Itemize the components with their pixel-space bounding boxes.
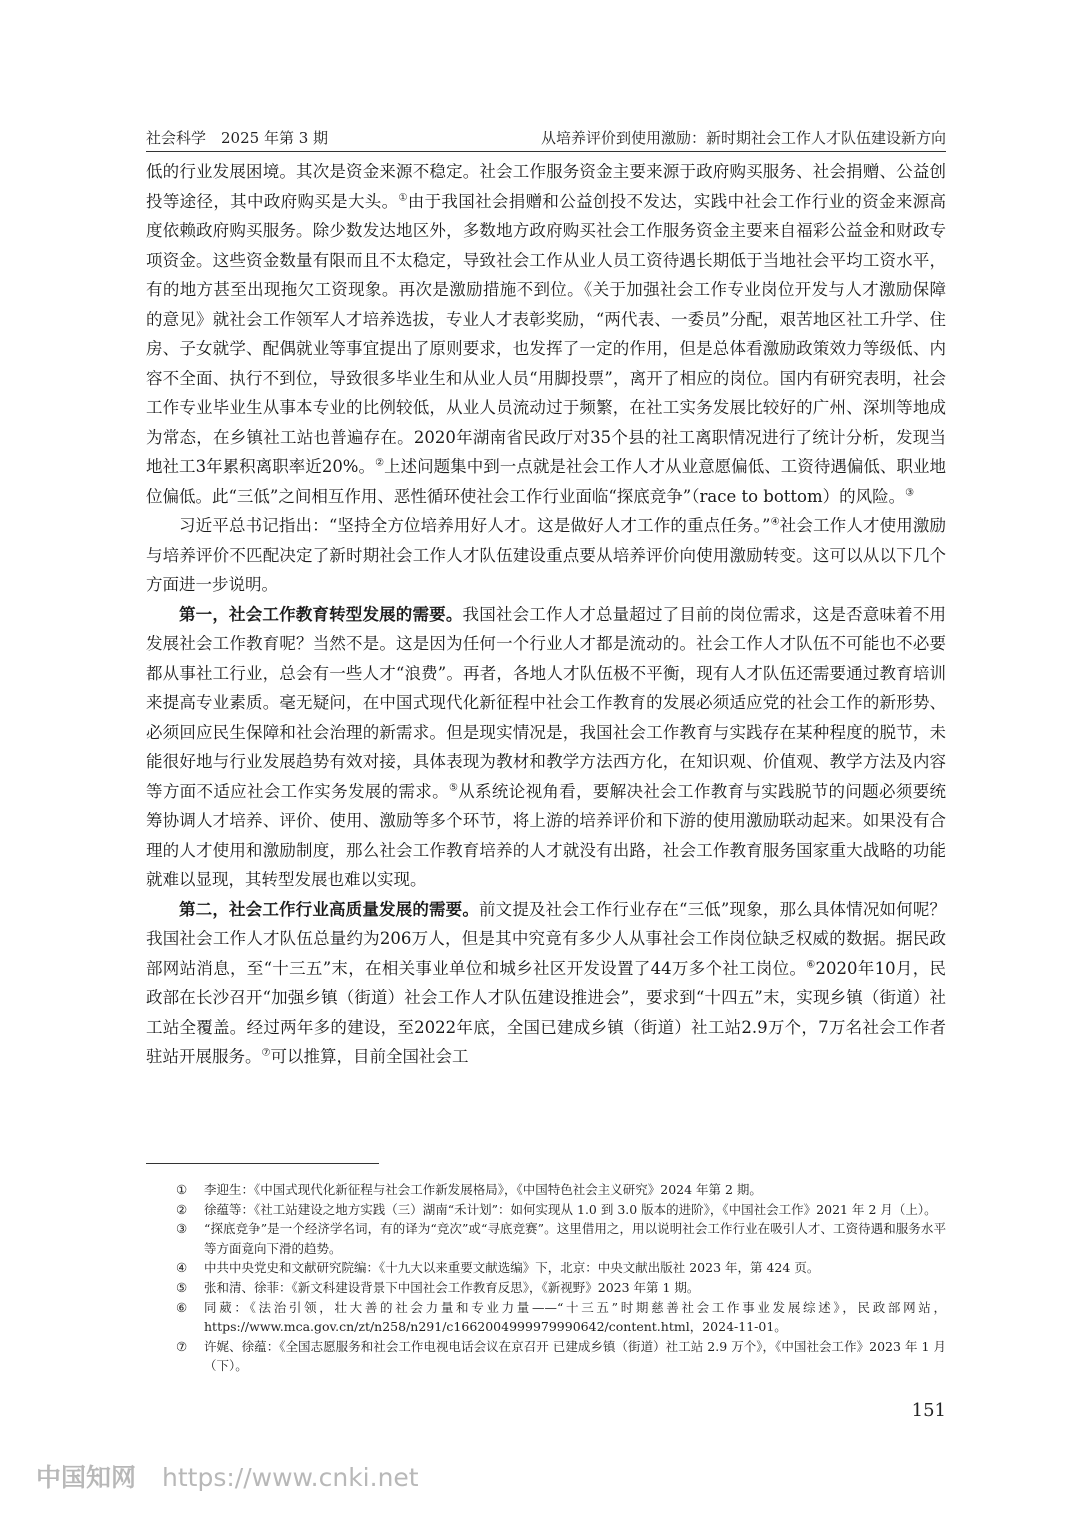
footnote-number: ③ [176,1221,188,1237]
footnote-ref-3[interactable]: ③ [905,487,915,498]
footnote-3 [146,1219,946,1258]
paragraph-1 [146,157,946,511]
footnote-2 [146,1200,946,1220]
running-header [146,128,946,148]
text-run: 社会工作人才使用激励与培养评价不匹配决定了新时期社会工作人才队伍建设重点要从培养评价向使用激励转变。这可以从以下几个方面进一步说明。 [146,516,947,594]
footnote-ref-2[interactable]: ② [375,457,385,469]
footnote-number: ④ [176,1260,188,1276]
footnote-ref-6[interactable]: ⑥ [806,959,816,970]
journal-issue: 社会科学 2025 年第 3 期 [146,129,329,147]
footnote-7 [146,1337,946,1376]
footnote-text: 李迎生：《中国式现代化新征程与社会工作新发展格局》，《中国特色社会主义研究》2024 年第 2 期。 [204,1182,762,1197]
footnote-text: 许娓、徐蕴：《全国志愿服务和社会工作电视电话会议在京召开 已建成乡镇（街道）社工站 2.9 万个》，《中国社会工作》2023 年 1 月（下）。 [204,1338,946,1374]
footnote-number: ② [176,1201,188,1217]
footnote-ref-1[interactable]: ① [398,192,408,203]
footnote-ref-4[interactable]: ④ [770,516,780,528]
text-run: 从系统论视角看，要解决社会工作教育与实践脱节的问题必须要统筹协调人才培养、评价、使用、激励等多个环节，将上游的培养评价和下游的使用激励联动起来。如果没有合理的人才使用和激励制度，那么社会工作教育培养的人才就没有出路，社会工作教育服务国家重大战略的功能就难以显现，其转型发展也难以实现。 [146,781,947,889]
footnote-1 [146,1180,946,1200]
cnki-watermark [36,1460,419,1496]
footnote-number: ⑦ [176,1338,188,1354]
paragraph-4 [146,895,946,1072]
point-heading-1: 第一，社会工作教育转型发展的需要。 [179,604,463,624]
running-article-title: 从培养评价到使用激励：新时期社会工作人才队伍建设新方向 [540,129,946,147]
footnote-text[interactable]: 同葳：《法治引领，壮大善的社会力量和专业力量——“十三五”时期慈善社会工作事业发展综述》，民政部网站，https://www.mca.gov.cn/zt/n258/n291/c1662004999979990642/content.html，2024-11-01。 [204,1299,946,1335]
paragraph-2 [146,511,946,600]
footnote-6 [146,1298,946,1337]
footnote-4 [146,1258,946,1278]
footnote-ref-7[interactable]: ⑦ [261,1047,271,1059]
footnote-number: ① [176,1182,188,1197]
footnote-text: 徐蕴等：《社工站建设之地方实践（三）湖南“禾计划”：如何实现从 1.0 到 3.0 版本的进阶》，《中国社会工作》2021 年 2 月（上）。 [204,1201,937,1217]
cnki-url: https://www.cnki.net [162,1463,419,1492]
text-run: 前文提及社会工作行业存在“三低”现象，那么具体情况如何呢？我国社会工作人才队伍总量约为206万人，但是其中究竟有多少人从事社会工作岗位缺乏权威的数据。据民政部网站消息，至“十三五”末，在相关事业单位和城乡社区开发设置了44万多个社工岗位。 [146,899,946,978]
article-body [146,157,946,1072]
text-run: 由于我国社会捐赠和公益创投不发达，实践中社会工作行业的资金来源高度依赖政府购买服务。除少数发达地区外，多数地方政府购买社会工作服务资金主要来自福彩公益金和财政专项资金。这些资金数量有限而且不太稳定，导致社会工作从业人员工资待遇长期低于当地社会平均工资水平，有的地方甚至出现拖欠工资现象。再次是激励措施不到位。《关于加强社会工作专业岗位开发与人才激励保障的意见》就社会工作领军人才培养选拔，专业人才表彰奖励，“两代表、一委员”分配，艰苦地区社工升学、住房、子女就学、配偶就业等事宜提出了原则要求，也发挥了一定的作用，但是总体看激励政策效力等级低、内容不全面、执行不到位，导致很多毕业生和从业人员“用脚投票”，离开了相应的岗位。国内有研究表明，社会工作专业毕业生从事本专业的比例较低，从业人员流动过于频繁，在社工实务发展比较好的广州、深圳等地成为常态，在乡镇社工站也普遍存在。2020年湖南省民政厅对35个县的社工离职情况进行了统计分析，发现当地社工3年累积离职率近20%。 [146,191,947,476]
footnotes [146,1180,946,1376]
cnki-logo: 中国知网 [36,1463,137,1492]
paragraph-3 [146,600,946,895]
footnote-number: ⑥ [176,1299,188,1315]
text-run: 低的行业发展困境。其次是资金来源不稳定。社会工作服务资金主要来源于政府购买服务、社会捐赠、公益创投等途径，其中政府购买是大头。 [146,162,946,211]
header-divider [146,151,946,152]
footnote-text: 中共中央党史和文献研究院编：《十九大以来重要文献选编》下，北京：中央文献出版社 2023 年，第 424 页。 [204,1260,820,1276]
point-heading-2: 第二，社会工作行业高质量发展的需要。 [179,899,479,919]
footnote-5 [146,1278,946,1298]
footnote-divider [146,1163,379,1164]
text-run: 习近平总书记指出：“坚持全方位培养用好人才。这是做好人才工作的重点任务。” [179,516,771,535]
page-number: 151 [911,1400,946,1421]
footnote-text: 张和清、徐菲：《新文科建设背景下中国社会工作教育反思》，《新视野》2023 年第 1 期。 [204,1279,700,1295]
text-run: 可以推算，目前全国社会工 [270,1047,469,1066]
text-run: 我国社会工作人才总量超过了目前的岗位需求，这是否意味着不用发展社会工作教育呢？当然不是。这是因为任何一个行业人才都是流动的。社会工作人才队伍不可能也不必要都从事社工行业，总会有一些人才“浪费”。再者，各地人才队伍极不平衡，现有人才队伍还需要通过教育培训来提高专业素质。毫无疑问，在中国式现代化新征程中社会工作教育的发展必须适应党的社会工作的新形势、必须回应民生保障和社会治理的新需求。但是现实情况是，我国社会工作教育与实践存在某种程度的脱节，未能很好地与行业发展趋势有效对接，具体表现为教材和教学方法西方化，在知识观、价值观、教学方法及内容等方面不适应社会工作实务发展的需求。 [146,604,947,801]
footnote-text: “探底竞争”是一个经济学名词，有的译为“竞次”或“寻底竞赛”。这里借用之，用以说明社会工作行业在吸引人才、工资待遇和服务水平等方面竟向下滑的趋势。 [204,1221,946,1256]
footnote-number: ⑤ [176,1279,188,1295]
text-run: 2020年10月，民政部在长沙召开“加强乡镇（街道）社会工作人才队伍建设推进会”，要求到“十四五”末，实现乡镇（街道）社工站全覆盖。经过两年多的建设，至2022年底，全国已建成乡镇（街道）社工站2.9万个，7万名社会工作者驻站开展服务。 [146,958,946,1066]
text-run: 上述问题集中到一点就是社会工作人才从业意愿偏低、工资待遇偏低、职业地位偏低。此“三低”之间相互作用、恶性循环使社会工作行业面临“探底竞争”（race to bottom）的风险。 [146,457,947,506]
footnote-ref-5[interactable]: ⑤ [448,782,459,793]
